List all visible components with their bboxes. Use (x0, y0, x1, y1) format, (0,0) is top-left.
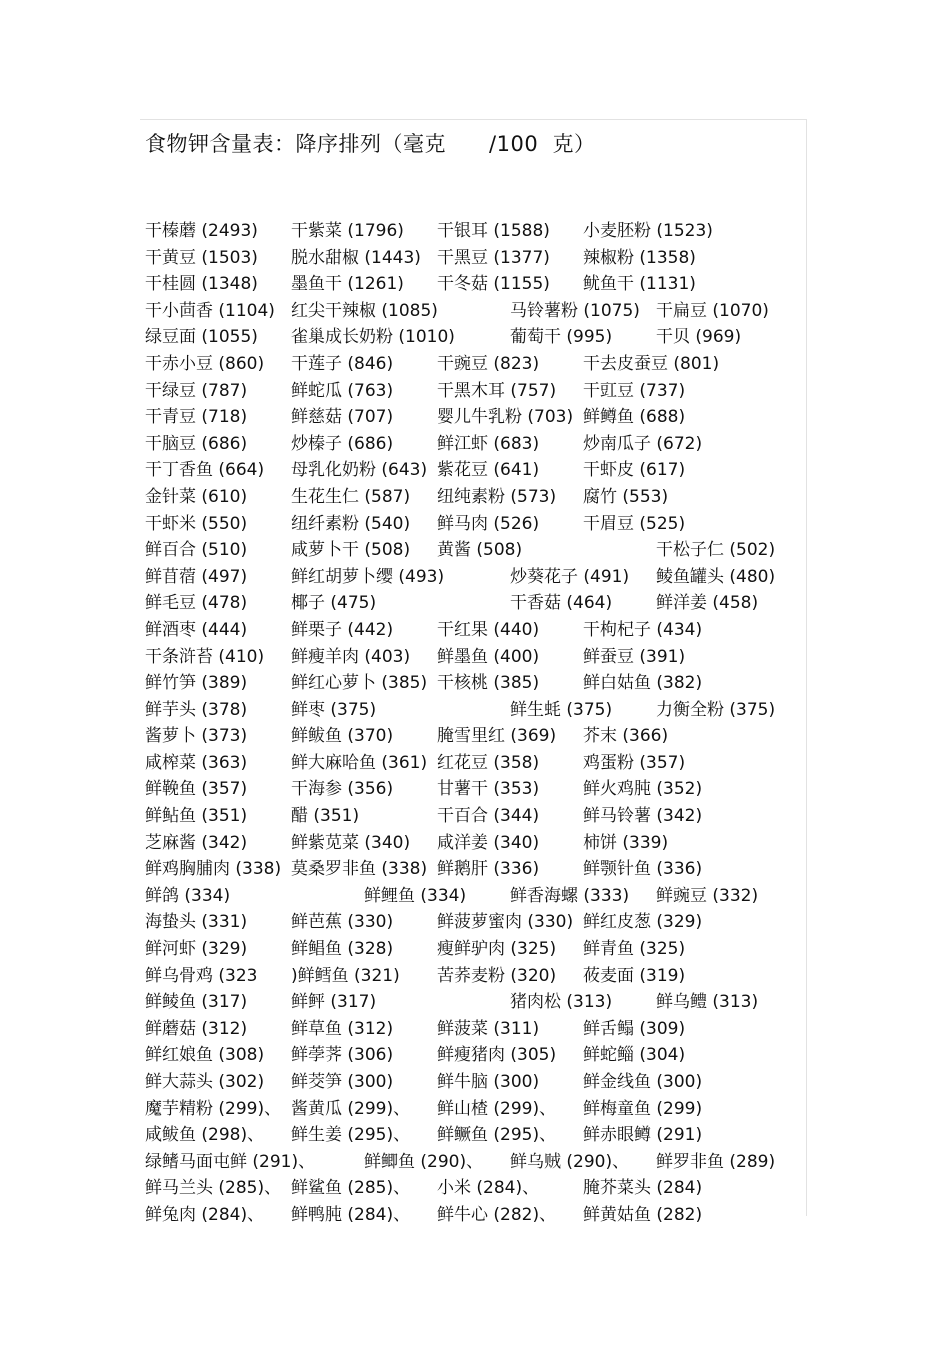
food-entry: 干百合 (344) (437, 806, 540, 827)
food-entry: 鲜酒枣 (444) (145, 619, 248, 640)
food-entry: 鲜鲅鱼 (370) (291, 726, 394, 747)
food-entry: 干紫菜 (1796) (291, 221, 404, 241)
food-entry: 鲜鸭肫 (284)、 (291, 1204, 411, 1225)
food-entry: 鲜苜蓿 (497) (145, 566, 248, 587)
food-entry: 鲜草鱼 (312) (291, 1018, 394, 1039)
food-entry: 辣椒粉 (1358) (583, 247, 696, 268)
food-entry: 鲜鲨鱼 (285)、 (291, 1178, 411, 1199)
food-entry: 鲜菠萝蜜肉 (330) (437, 912, 574, 933)
food-entry: 鲜白姑鱼 (382) (583, 673, 703, 694)
food-entry: 干虾皮 (617) (583, 460, 686, 481)
food-entry: 鲜红皮葱 (329) (583, 912, 703, 933)
food-entry: 鲜鹅肝 (336) (437, 859, 540, 880)
food-entry: 绿鳍马面屯鲜 (291)、 (145, 1151, 316, 1172)
food-entry: 瘦鲜驴肉 (325) (437, 939, 557, 960)
food-entry: 干丁香鱼 (664) (145, 460, 265, 481)
food-entry: 鲜乌鳢 (313) (656, 992, 759, 1013)
food-entry: 柿饼 (339) (583, 832, 669, 853)
food-entry: 干去皮蚕豆 (801) (583, 353, 720, 374)
food-entry: 干冬菇 (1155) (437, 274, 550, 295)
food-entry: 干黄豆 (1503) (145, 247, 258, 268)
food-entry: 莫桑罗非鱼 (338) (291, 859, 428, 880)
food-entry: 鲜马铃薯 (342) (583, 806, 703, 827)
food-entry: 金针菜 (610) (145, 486, 248, 507)
food-entry: 黄酱 (508) (437, 540, 523, 561)
food-entry: 鲜鲆 (317) (291, 992, 377, 1013)
food-entry: 鲜香海螺 (333) (510, 885, 630, 906)
food-entry: 干扁豆 (1070) (656, 300, 769, 321)
food-entry: 咸萝卜干 (508) (291, 540, 411, 561)
food-entry: 干豇豆 (737) (583, 380, 686, 401)
food-entry: 小麦胚粉 (1523) (583, 221, 713, 241)
food-entry: 红尖干辣椒 (1085) (291, 300, 438, 321)
food-entry: 小米 (284)、 (437, 1178, 540, 1199)
food-entry: 鲜牛脑 (300) (437, 1072, 540, 1092)
food-entry: 干榛蘑 (2493) (145, 221, 258, 241)
food-entry: 魔芋精粉 (299)、 (145, 1098, 282, 1119)
food-entry: 干贝 (969) (656, 327, 742, 348)
food-entry: 鲜马兰头 (285)、 (145, 1178, 282, 1199)
food-entry: 鲜茭笋 (300) (291, 1072, 394, 1092)
food-entry: 鲜枣 (375) (291, 699, 377, 720)
food-entry: 鲜菠菜 (311) (437, 1018, 540, 1039)
food-entry: 炒榛子 (686) (291, 433, 394, 454)
food-entry: 炒葵花子 (491) (510, 566, 630, 587)
food-entry: 鲜鲮鱼 (317) (145, 992, 248, 1013)
food-entry: 鲜洋姜 (458) (656, 593, 759, 614)
food-entry: 鲜黄姑鱼 (282) (583, 1204, 703, 1225)
food-entry: 婴儿牛乳粉 (703) (437, 407, 574, 428)
food-entry: 猪肉松 (313) (510, 992, 613, 1013)
food-entry: 鲜红娘鱼 (308) (145, 1045, 265, 1066)
page-title: 食物钾含量表：降序排列（毫克 /100 克） (145, 132, 596, 156)
food-entry: 干黑豆 (1377) (437, 247, 550, 268)
food-entry: 鸡蛋粉 (357) (583, 752, 686, 773)
food-entry: 鲜瘦猪肉 (305) (437, 1045, 557, 1066)
food-entry: 鲜蛇瓜 (763) (291, 380, 394, 401)
food-entry: 墨鱼干 (1261) (291, 274, 404, 295)
food-entry: 鲜荸荠 (306) (291, 1045, 394, 1066)
food-entry: 椰子 (475) (291, 593, 377, 614)
food-entry: 干脑豆 (686) (145, 433, 248, 454)
food-entry: 腐竹 (553) (583, 486, 669, 507)
food-entry: )鲜鳕鱼 (321) (291, 965, 400, 986)
food-entry: 干豌豆 (823) (437, 353, 540, 374)
food-entry: 干枸杞子 (434) (583, 619, 703, 640)
food-entry: 鲜栗子 (442) (291, 619, 394, 640)
food-entry: 绿豆面 (1055) (145, 327, 258, 348)
food-entry: 鲮鱼罐头 (480) (656, 566, 776, 587)
food-entry: 鲜河虾 (329) (145, 939, 248, 960)
food-entry: 鲜鳜鱼 (295)、 (437, 1125, 557, 1146)
food-entry: 干条浒苔 (410) (145, 646, 265, 667)
food-entry: 干绿豆 (787) (145, 380, 248, 401)
food-entry: 炒南瓜子 (672) (583, 433, 703, 454)
food-entry: 紫花豆 (641) (437, 460, 540, 481)
food-entry: 鲜芭蕉 (330) (291, 912, 394, 933)
food-entry: 酱萝卜 (373) (145, 726, 248, 747)
food-entry: 鲜火鸡肫 (352) (583, 779, 703, 800)
food-entry: 鲜红胡萝卜缨 (493) (291, 566, 445, 587)
food-entry: 腌雪里红 (369) (437, 726, 557, 747)
food-entry: 鲜瘦羊肉 (403) (291, 646, 411, 667)
food-entry: 鲜鸽 (334) (145, 885, 231, 906)
food-entry: 海蛰头 (331) (145, 912, 248, 933)
food-entry: 鲜鲫鱼 (290)、 (364, 1151, 484, 1172)
food-entry: 鲜蘑菇 (312) (145, 1018, 248, 1039)
food-entry: 干青豆 (718) (145, 407, 248, 428)
food-entry: 甘薯干 (353) (437, 779, 540, 800)
food-entry: 鲜鲳鱼 (328) (291, 939, 394, 960)
food-entry: 干银耳 (1588) (437, 221, 550, 241)
food-entry: 雀巢成长奶粉 (1010) (291, 327, 455, 348)
food-entry: 芥末 (366) (583, 726, 669, 747)
food-entry: 鲜蛇鲻 (304) (583, 1045, 686, 1066)
food-entry: 鲜竹笋 (389) (145, 673, 248, 694)
food-entry: 鲜青鱼 (325) (583, 939, 686, 960)
food-entry: 咸洋姜 (340) (437, 832, 540, 853)
food-entry: 鲜大麻哈鱼 (361) (291, 752, 428, 773)
food-entry: 鲜鸡胸脯肉 (338) (145, 859, 282, 880)
food-entry: 鲜鞔鱼 (357) (145, 779, 248, 800)
food-entry: 鲜蚕豆 (391) (583, 646, 686, 667)
food-entry: 干虾米 (550) (145, 513, 248, 534)
food-entry: 鲜生姜 (295)、 (291, 1125, 411, 1146)
food-entry: 鲜紫苋菜 (340) (291, 832, 411, 853)
food-entry: 鲜兔肉 (284)、 (145, 1204, 265, 1225)
food-entry: 苦荞麦粉 (320) (437, 965, 557, 986)
food-entry: 鲜牛心 (282)、 (437, 1204, 557, 1225)
food-entry: 鱿鱼干 (1131) (583, 274, 696, 295)
food-entry: 鲜墨鱼 (400) (437, 646, 540, 667)
food-entry: 干香菇 (464) (510, 593, 613, 614)
food-entry: 马铃薯粉 (1075) (510, 300, 640, 321)
food-entry: 干黑木耳 (757) (437, 380, 557, 401)
food-entry: 鲜慈菇 (707) (291, 407, 394, 428)
food-entry: 葡萄干 (995) (510, 327, 613, 348)
food-entry: 咸榨菜 (363) (145, 752, 248, 773)
food-entry: 酱黄瓜 (299)、 (291, 1098, 411, 1119)
food-entry: 鲜金线鱼 (300) (583, 1072, 703, 1092)
food-entry: 鲜大蒜头 (302) (145, 1072, 265, 1092)
food-entry: 鲜生蚝 (375) (510, 699, 613, 720)
food-entry: 鲜鳟鱼 (688) (583, 407, 686, 428)
food-entry: 鲜乌贼 (290)、 (510, 1151, 630, 1172)
food-entry: 芝麻酱 (342) (145, 832, 248, 853)
food-entry: 力衡全粉 (375) (656, 699, 776, 720)
food-entry: 干眉豆 (525) (583, 513, 686, 534)
food-entry: 纽纯素粉 (573) (437, 486, 557, 507)
food-entry: 鲜赤眼鳟 (291) (583, 1125, 703, 1146)
food-entry: 鲜鲤鱼 (334) (364, 885, 467, 906)
food-entry: 鲜豌豆 (332) (656, 885, 759, 906)
food-entry: 脱水甜椒 (1443) (291, 247, 421, 268)
food-entry: 莜麦面 (319) (583, 965, 686, 986)
food-entry: 纽纤素粉 (540) (291, 513, 411, 534)
food-entry: 鲜百合 (510) (145, 540, 248, 561)
food-entry: 干红果 (440) (437, 619, 540, 640)
food-entry: 鲜毛豆 (478) (145, 593, 248, 614)
food-entry: 咸鲅鱼 (298)、 (145, 1125, 265, 1146)
food-entry: 鲜罗非鱼 (289) (656, 1151, 776, 1172)
food-entry: 鲜舌鳎 (309) (583, 1018, 686, 1039)
food-entry: 鲜江虾 (683) (437, 433, 540, 454)
food-entry: 鲜颚针鱼 (336) (583, 859, 703, 880)
food-entry: 干松子仁 (502) (656, 540, 776, 561)
food-entry: 红花豆 (358) (437, 752, 540, 773)
food-entry: 干小茴香 (1104) (145, 300, 275, 321)
food-entry: 干桂圆 (1348) (145, 274, 258, 295)
food-entry: 鲜芋头 (378) (145, 699, 248, 720)
food-entry: 鲜红心萝卜 (385) (291, 673, 428, 694)
food-entry: 干核桃 (385) (437, 673, 540, 694)
food-entry: 鲜鲇鱼 (351) (145, 806, 248, 827)
food-entry: 干海参 (356) (291, 779, 394, 800)
food-entry: 干赤小豆 (860) (145, 353, 265, 374)
food-entry: 鲜山楂 (299)、 (437, 1098, 557, 1119)
food-entry: 鲜马肉 (526) (437, 513, 540, 534)
food-entry: 醋 (351) (291, 806, 360, 827)
food-entry: 腌芥菜头 (284) (583, 1178, 703, 1199)
food-entry: 干莲子 (846) (291, 353, 394, 374)
food-entry: 母乳化奶粉 (643) (291, 460, 428, 481)
food-entry: 生花生仁 (587) (291, 486, 411, 507)
food-entry: 鲜乌骨鸡 (323 (145, 965, 258, 986)
food-entry: 鲜梅童鱼 (299) (583, 1098, 703, 1119)
